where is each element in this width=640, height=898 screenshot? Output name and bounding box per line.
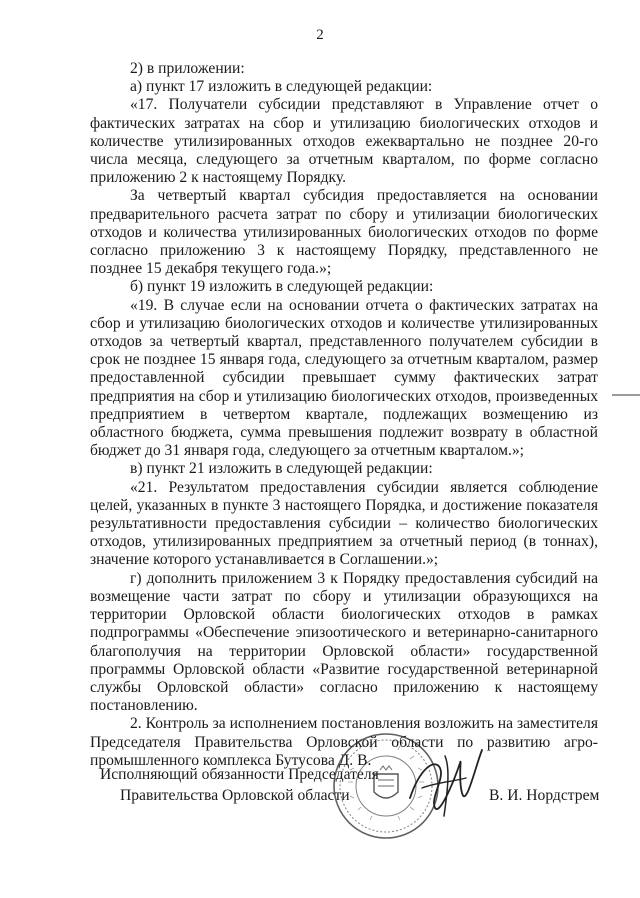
paragraph: За четвертый квартал субсидия предоставляется на основании предварительного расчета затрат по сбору и утилизации биологических отходов и количества утилизированных биологических отходов по форме согласно приложению 3 к настоящему Порядку, представленного не позднее 15 декабря текущего года.»;: [90, 187, 598, 278]
signature-block: [0, 730, 640, 840]
position-line-2: Правительства Орловской области: [120, 787, 350, 804]
paragraph: «21. Результатом предоставления субсидии является соблюдение целей, указанных в пункте 3 настоящего Порядка, и достижение показателя результативности предоставления субсидии – количество биологических отходов, утилизированных предприятием за отчетный период (в тоннах), значение которого устанавливается в Соглашении.»;: [90, 478, 598, 569]
paragraph: г) дополнить приложением 3 к Порядку предоставления субсидий на возмещение части затрат по сбору и утилизации образующихся на территории Орловской области биологических отходов в рамках подпрограммы «Обеспечение эпизоотического и ветеринарно-санитарного благополучия на территории Орловской области» государственной программы Орловской области «Развитие государственной ветеринарной службы Орловской области» согласно приложению к настоящему постановлению.: [90, 569, 598, 715]
paragraph: «19. В случае если на основании отчета о фактических затратах на сбор и утилизацию биологических отходов и количестве утилизированных отходов за четвертый квартал, представленного получателем субсидии в срок не позднее 15 января года, следующего за отчетным кварталом, размер предоставленной субсидии превышает сумму фактических затрат предприятия на сбор и утилизацию биологических отходов, произведенных предприятием в четвертом квартале, подлежащих возмещению из областного бюджета, сумма превышения подлежит возврату в областной бюджет до 31 января года, следующего за отчетным кварталом.»;: [90, 296, 598, 460]
handwritten-signature-icon: [400, 738, 490, 828]
paragraph: 2. Контроль за исполнением постановления возложить на заместителя Председателя Правительства Орловской области по развитию агро-промышленного комплекса Бутусова Д. В.: [90, 715, 598, 769]
scan-artifact-mark: [612, 394, 640, 396]
signatory-name: В. И. Нордстрем: [489, 787, 600, 804]
paragraph: в) пункт 21 изложить в следующей редакции:: [130, 460, 433, 478]
paragraph: «17. Получатели субсидии представляют в Управление отчет о фактических затратах на сбор и утилизацию биологических отходов и количестве утилизированных отходов ежеквартально не позднее 20-го числа месяца, следующего за отчетным кварталом, по форме согласно приложению 2 к настоящему Порядку.: [90, 96, 598, 187]
page-number: 2: [316, 27, 324, 43]
document-body: [90, 60, 598, 770]
paragraph: б) пункт 19 изложить в следующей редакции:: [130, 278, 434, 296]
position-line-1: Исполняющий обязанности Председателя: [100, 766, 379, 783]
paragraph: а) пункт 17 изложить в следующей редакции:: [130, 78, 433, 96]
paragraph: 2) в приложении:: [130, 60, 245, 77]
